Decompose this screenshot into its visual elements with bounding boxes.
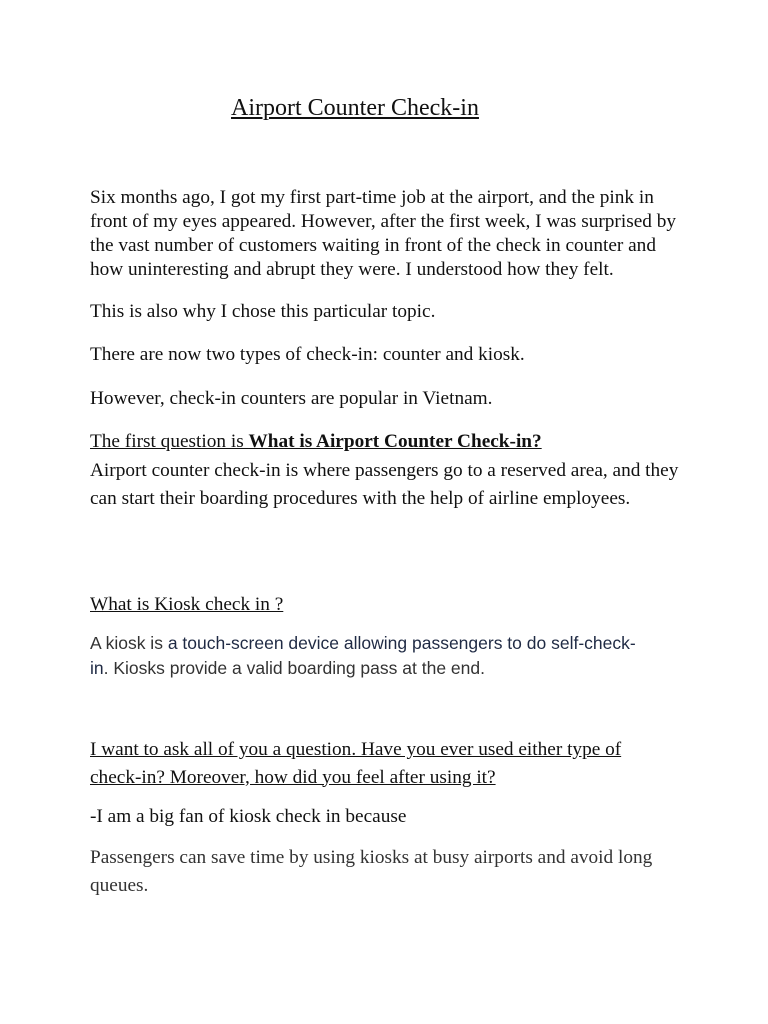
kiosk-answer-end: . Kiosks provide a valid boarding pass at the end.: [103, 658, 485, 678]
topic-paragraph: This is also why I chose this particular topic.: [90, 301, 436, 322]
page-title: Airport Counter Check-in: [231, 95, 479, 121]
question-two-heading: What is Kiosk check in ?: [90, 594, 284, 615]
kiosk-reason-paragraph: Passengers can save time by using kiosks at busy airports and avoid long queues.: [90, 847, 653, 896]
kiosk-answer-highlight: a touch-screen device allowing passengers to do self-check-in: [90, 633, 636, 678]
question-one-heading: [90, 430, 690, 454]
kiosk-answer-start: A kiosk is: [90, 633, 168, 653]
question-one-answer: Airport counter check-in is where passengers go to a reserved area, and they can start their boarding procedures with the help of airline employees.: [90, 460, 679, 509]
popular-paragraph: However, check-in counters are popular in Vietnam.: [90, 388, 493, 409]
question-three-heading: I want to ask all of you a question. Have you ever used either type of check-in? Moreover, how did you feel after using it?: [90, 739, 622, 788]
question-one-bold: What is Airport Counter Check-in?: [248, 431, 542, 452]
intro-paragraph: Six months ago, I got my first part-time job at the airport, and the pink in front of my eyes appeared. However, after the first week, I was surprised by the vast number of customers waiting in front of the check in counter and how uninteresting and abrupt they were. I understood how they felt.: [90, 187, 677, 280]
types-paragraph: There are now two types of check-in: counter and kiosk.: [90, 344, 525, 365]
question-three-answer: -I am a big fan of kiosk check in because: [90, 806, 407, 827]
question-one-prefix: The first question is: [90, 431, 249, 452]
question-two-answer: [90, 631, 650, 681]
